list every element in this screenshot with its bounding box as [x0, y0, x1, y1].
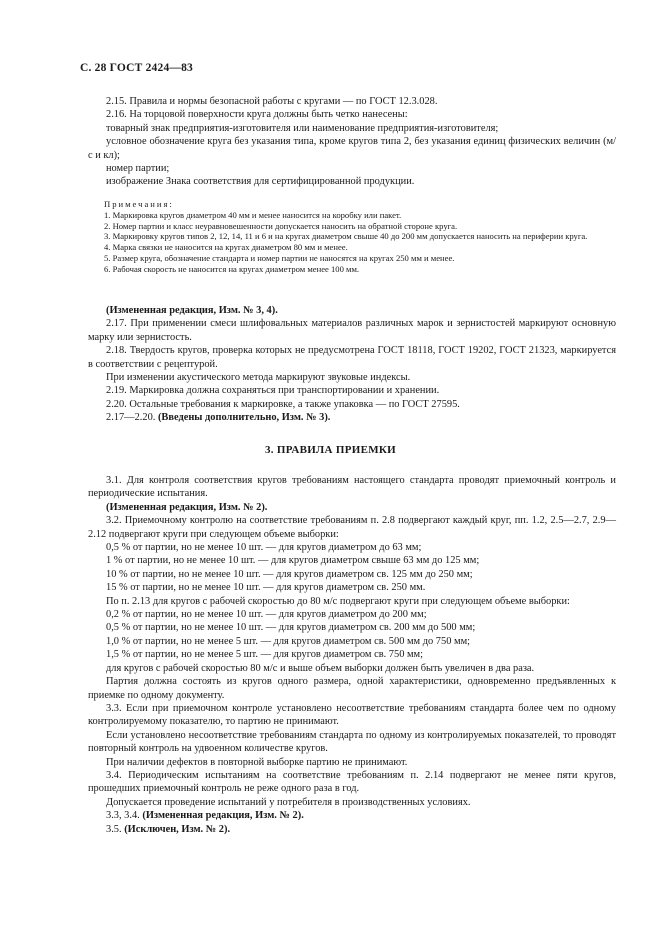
high-speed-note: для кругов с рабочей скоростью 80 м/с и выше объем выборки должен быть увеличен в два раза. [106, 662, 535, 674]
paragraph-3-3: 3.3. Если при приемочном контроле установлено несоответствие требованиям стандарта более чем по одному контролируемому показателю, то партию не принимают. [88, 702, 616, 728]
section-3-title: 3. ПРАВИЛА ПРИЕМКИ [264, 444, 397, 456]
edition-note-2: (Измененная редакция, Изм. № 2). [106, 501, 268, 513]
edition-note-3-4: (Измененная редакция, Изм. № 3, 4). [106, 305, 278, 316]
sample-size-item: 15 % от партии, но не менее 10 шт. — для кругов диаметром св. 250 мм. [106, 582, 426, 594]
note-3: 3. Маркировку кругов типов 2, 12, 14, 11 и 6 и на кругах диаметром свыше 40 до 200 мм допускается наносить на периферии круга. [104, 231, 588, 242]
paragraph-3-4-consumer: Допускается проведение испытаний у потребителя в производственных условиях. [106, 796, 471, 808]
paragraph-2-19: 2.19. Маркировка должна сохраняться при транспортировании и хранении. [106, 385, 440, 397]
paragraph-3-2: 3.2. Приемочному контролю на соответствие требованиям п. 2.8 подвергают каждый круг, пп. 1.2, 2.5—2.7, 2.9—2.12 подвергают круги при следующем объеме выборки: [88, 515, 616, 540]
acoustic-method-note: При изменении акустического метода маркируют звуковые индексы. [106, 372, 411, 384]
notes-block [88, 199, 616, 275]
note-4: 4. Марка связки не наносится на кругах диаметром 80 мм и менее. [104, 242, 348, 253]
section-2-marking [88, 95, 616, 189]
notes-title: Примечания: [104, 199, 174, 209]
paragraph-2-18: 2.18. Твердость кругов, проверка которых не предусмотрена ГОСТ 18118, ГОСТ 19202, ГОСТ 21323, маркируется в соответствии с рецептурой. [88, 345, 616, 370]
paragraph-2-17: 2.17. При применении смеси шлифовальных материалов различных марок и зернистостей маркируют основную марку или зернистость. [88, 318, 616, 343]
section-3-acceptance [88, 474, 616, 836]
edition-note-3-3-3-4 [88, 809, 616, 822]
paragraph-3-5 [88, 823, 616, 836]
edition-note-text: (Измененная редакция, Изм. № 2). [142, 810, 304, 822]
page-header: С. 28 ГОСТ 2424—83 [80, 62, 193, 74]
marking-item-designation: условное обозначение круга без указания типа, кроме кругов типа 2, без указания единиц физических величин (м/с и кл); [88, 136, 616, 161]
batch-definition: Партия должна состоять из кругов одного размера, одной характеристики, одновременно предъявленных к приемке по одному документу. [88, 676, 616, 701]
speed-sample-item: 0,2 % от партии, но не менее 10 шт. — для кругов диаметром до 200 мм; [106, 609, 427, 621]
sample-size-item: 10 % от партии, но не менее 10 шт. — для кругов диаметром св. 125 мм до 250 мм; [106, 568, 473, 580]
paragraph-3-4: 3.4. Периодическим испытаниям на соответствие требованиям п. 2.14 подвергают не менее пяти кругов, прошедших приемочный контроль не реже одного раза в год. [88, 769, 616, 795]
note-1: 1. Маркировка кругов диаметром 40 мм и менее наносится на коробку или пакет. [104, 209, 402, 220]
speed-sample-item: 1,5 % от партии, но не менее 5 шт. — для кругов диаметром св. 750 мм; [106, 649, 424, 661]
paragraph-2-13-sampling: По п. 2.13 для кругов с рабочей скоростью до 80 м/с подвергают круги при следующем объеме выборки: [106, 595, 570, 607]
speed-sample-item: 0,5 % от партии, но не менее 10 шт. — для кругов диаметром св. 200 мм до 500 мм; [106, 622, 476, 634]
introduced-note [88, 411, 616, 424]
speed-sample-item: 1,0 % от партии, но не менее 5 шт. — для кругов диаметром св. 500 мм до 750 мм; [106, 635, 471, 647]
marking-item-batch: номер партии; [106, 163, 170, 175]
introduced-note-text: (Введены дополнительно, Изм. № 3). [157, 412, 331, 424]
paragraph-3-3-defects: При наличии дефектов в повторной выборке партию не принимают. [106, 756, 408, 768]
paragraph-3-3-repeat: Если установлено несоответствие требованиям стандарта по одному из контролируемых показателей, то проводят повторный контроль на удвоенном количестве кругов. [88, 729, 616, 755]
paragraph-2-20: 2.20. Остальные требования к маркировке, а также упаковка — по ГОСТ 27595. [106, 398, 460, 410]
sample-size-item: 1 % от партии, но не менее 10 шт. — для кругов диаметром свыше 63 мм до 125 мм; [106, 555, 480, 567]
marking-item-trademark: товарный знак предприятия-изготовителя или наименование предприятия-изготовителя; [106, 122, 499, 134]
section-2-continued [88, 304, 616, 425]
marking-item-conformity: изображение Знака соответствия для сертифицированной продукции. [106, 176, 415, 188]
note-5: 5. Размер круга, обозначение стандарта и номер партии не наносятся на кругах 250 мм и менее. [104, 252, 455, 263]
edition-note-number: 3.3, 3.4. [106, 810, 140, 822]
paragraph-3-1: 3.1. Для контроля соответствия кругов требованиям настоящего стандарта проводят приемочный контроль и периодические испытания. [88, 475, 616, 500]
paragraph-3-5-text: (Исключен, Изм. № 2). [124, 823, 231, 835]
paragraph-3-5-number: 3.5. [106, 823, 122, 835]
paragraph-2-15: 2.15. Правила и нормы безопасной работы с кругами — по ГОСТ 12.3.028. [106, 96, 438, 107]
note-2: 2. Номер партии и класс неуравновешенности допускается наносить на обратной стороне круга. [104, 220, 458, 231]
paragraph-2-16: 2.16. На торцовой поверхности круга должны быть четко нанесены: [106, 109, 408, 121]
sample-size-item: 0,5 % от партии, но не менее 10 шт. — для кругов диаметром до 63 мм; [106, 542, 422, 554]
introduced-note-number: 2.17—2.20. [106, 412, 156, 424]
note-6: 6. Рабочая скорость не наносится на кругах диаметром менее 100 мм. [104, 263, 360, 274]
